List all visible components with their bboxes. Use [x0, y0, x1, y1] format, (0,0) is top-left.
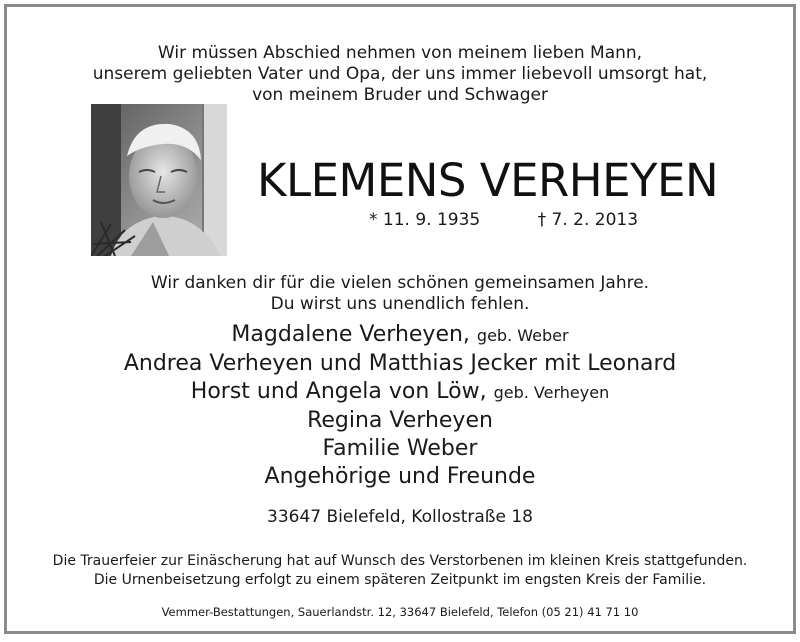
intro-line: von meinem Bruder und Schwager [252, 85, 548, 105]
mourner-entry [7, 321, 793, 350]
intro-text [7, 43, 793, 106]
service-info [7, 552, 793, 590]
mourner-name: Angehörige und Freunde [264, 464, 536, 489]
deceased-name: KLEMENS VERHEYEN [257, 154, 719, 207]
thanks-text [7, 273, 793, 315]
mourner-entry [7, 378, 793, 407]
portrait-photo [91, 104, 227, 256]
intro-line: Wir müssen Abschied nehmen von meinem lieben Mann, [157, 43, 643, 63]
thanks-line: Wir danken dir für die vielen schönen gemeinsamen Jahre. [150, 273, 650, 293]
obituary-notice [4, 4, 796, 634]
mourner-entry [7, 407, 793, 435]
life-dates [369, 210, 638, 230]
thanks-line: Du wirst uns unendlich fehlen. [270, 294, 530, 314]
mourner-name: Andrea Verheyen und Matthias Jecker mit Leonard [123, 351, 677, 376]
mourner-note: geb. Weber [476, 326, 569, 345]
mourner-entry [7, 463, 793, 491]
mourners-list [7, 321, 793, 491]
service-line: Die Trauerfeier zur Einäscherung hat auf Wunsch des Verstorbenen im kleinen Kreis stattgefunden. [52, 553, 748, 569]
funeral-home-info: Vemmer-Bestattungen, Sauerlandstr. 12, 33647 Bielefeld, Telefon (05 21) 41 71 10 [161, 605, 639, 619]
mourner-name: Horst und Angela von Löw, [190, 379, 487, 404]
mourner-name: Regina Verheyen [307, 408, 493, 433]
mourner-entry [7, 350, 793, 378]
mourner-name: Magdalene Verheyen, [231, 322, 470, 347]
death-date: † 7. 2. 2013 [537, 210, 639, 230]
family-address: 33647 Bielefeld, Kollostraße 18 [267, 507, 533, 527]
mourner-note: geb. Verheyen [493, 383, 610, 402]
mourner-entry [7, 435, 793, 463]
birth-date: * 11. 9. 1935 [369, 210, 481, 230]
service-line: Die Urnenbeisetzung erfolgt zu einem späteren Zeitpunkt im engsten Kreis der Familie. [93, 572, 707, 588]
mourner-name: Familie Weber [322, 436, 478, 461]
intro-line: unserem geliebten Vater und Opa, der uns immer liebevoll umsorgt hat, [92, 64, 708, 84]
